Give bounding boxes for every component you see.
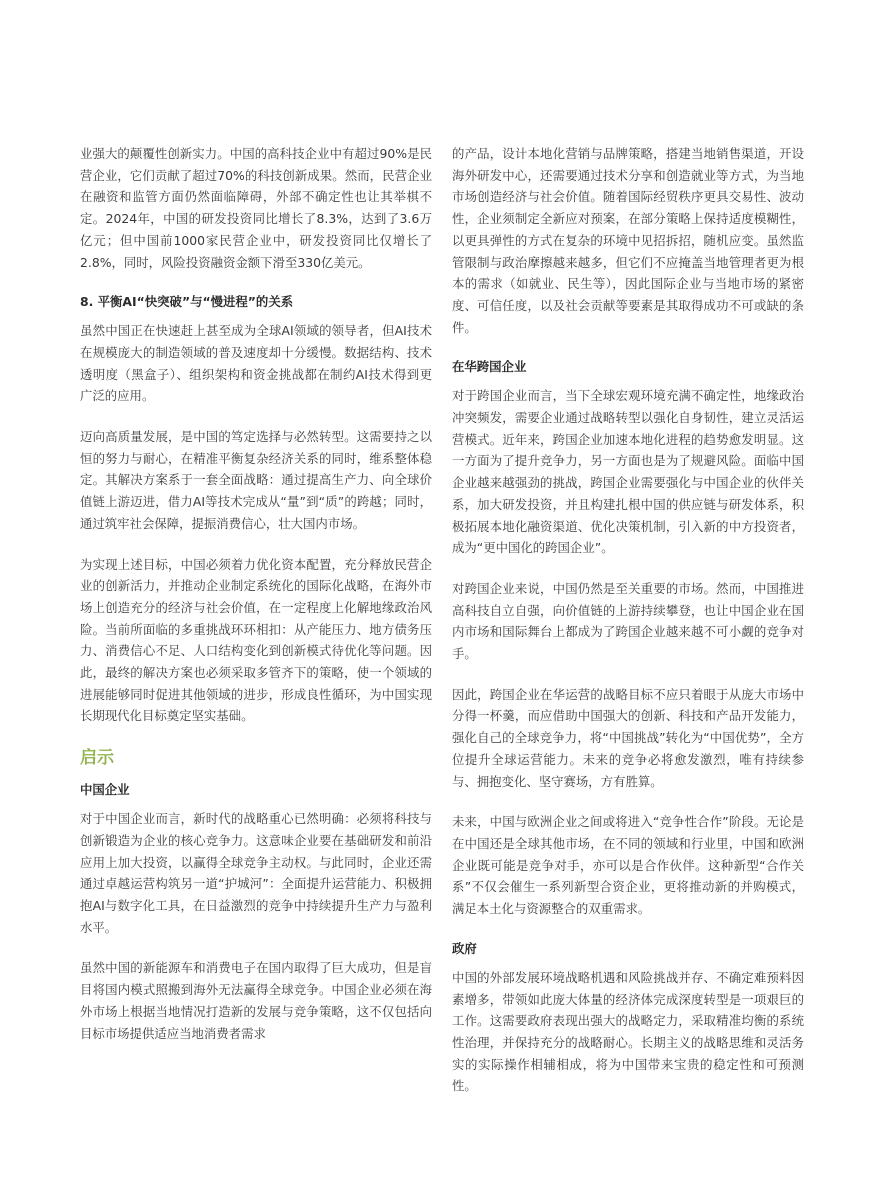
paragraph-government-strategy: 中国的外部发展环境战略机遇和风险挑战并存、不确定难预料因素增多，带领如此庞大体量的经济体完成深度转型是一项艰巨的工作。这需要政府表现出强大的战略定力，采取精准均衡的系统性治理，并保持充分的战略耐心。长期主义的战略思维和灵活务实的实际操作相辅相成，将为中国带来宝贵的稳定性和可预测性。	[452, 969, 804, 1094]
heading-government: 政府	[452, 940, 477, 956]
paragraph-capital-allocation: 为实现上述目标，中国必须着力优化资本配置，充分释放民营企业的创新活力，并推动企业制定系统化的国际化战略，在海外市场上创造充分的经济与社会价值，在一定程度上化解地缘政治风险。当前所面临的多重挑战环环相扣：从产能压力、地方债务压力、消费信心不足、人口结构变化到创新模式待优化等问题。因此，最终的解决方案也必须采取多管齐下的策略，使一个领域的进展能够同时促进其他领域的进步，形成良性循环，为中国实现长期现代化目标奠定坚实基础。	[80, 556, 432, 724]
paragraph-rd-investment: 业强大的颠覆性创新实力。中国的高科技企业中有超过90%是民营企业，它们贡献了超过70%的科技创新成果。然而，民营企业在融资和监管方面仍然面临障碍，外部不确定性也让其举棋不定。2024年，中国的研发投资同比增长了8.3%，达到了3.6万亿元；但中国前1000家民营企业中，研发投资同比仅增长了2.8%，同时，风险投资融资金额下滑至330亿美元。	[80, 146, 432, 270]
heading-mnc-in-china: 在华跨国企业	[452, 359, 527, 375]
heading-ai-balance: 8. 平衡AI“快突破”与“慢进程”的关系	[80, 294, 294, 310]
paragraph-china-market: 对跨国企业来说，中国仍然是至关重要的市场。然而，中国推进高科技自立自强，向价值链的上游持续攀登，也让中国企业在国内市场和国际舞台上都成为了跨国企业越来越不可小觑的竞争对手。	[452, 580, 804, 662]
paragraph-mnc-resilience: 对于跨国企业而言，当下全球宏观环境充满不确定性，地缘政治冲突频发，需要企业通过战略转型以强化自身韧性，建立灵活运营模式。近年来，跨国企业加速本地化进程的趋势愈发明显。这一方面为了提升竞争力，另一方面也是为了规避风险。面临中国企业越来越强劲的挑战，跨国企业需要强化与中国企业的伙伴关系，加大研发投资，并且构建扎根中国的供应链与研发体系，积极拓展本地化融资渠道、优化决策机制，引入新的中方投资者，成为“更中国化的跨国企业”。	[452, 388, 804, 556]
paragraph-tech-innovation: 对于中国企业而言，新时代的战略重心已然明确：必须将科技与创新锻造为企业的核心竞争力。这意味企业要在基础研发和前沿应用上加大投资，以赢得全球竞争主动权。与此同时，企业还需通过卓越运营构筑另一道“护城河”：全面提升运营能力、积极拥抱AI与数字化工具，在日益激烈的竞争中持续提升生产力与盈利水平。	[80, 811, 432, 935]
heading-chinese-enterprises: 中国企业	[80, 782, 130, 798]
paragraph-mnc-strategy: 因此，跨国企业在华运营的战略目标不应只着眼于从庞大市场中分得一杯羹，而应借助中国强大的创新、科技和产品开发能力，强化自己的全球竞争力，将“中国挑战”转化为“中国优势”，全方位提升全球运营能力。未来的竞争必将愈发激烈，唯有持续参与、拥抱变化、坚守赛场，方有胜算。	[452, 686, 804, 789]
paragraph-overseas-strategy: 虽然中国的新能源车和消费电子在国内取得了巨大成功，但是盲目将国内模式照搬到海外无法赢得全球竞争。中国企业必须在海外市场上根据当地情况打造新的发展与竞争策略，这不仅包括向目标市场提供适应当地消费者需求	[80, 960, 432, 1041]
paragraph-competitive-cooperation: 未来，中国与欧洲企业之间或将进入“竞争性合作”阶段。无论是在中国还是全球其他市场，在不同的领域和行业里，中国和欧洲企业既可能是竞争对手，亦可以是合作伙伴。这种新型“合作关系”不仅会催生一系列新型合资企业，更将推动新的并购模式，满足本土化与资源整合的双重需求。	[452, 814, 804, 917]
left-column	[80, 143, 432, 1063]
paragraph-localization: 的产品，设计本地化营销与品牌策略，搭建当地销售渠道，开设海外研发中心，还需要通过技术分享和创造就业等方式，为当地市场创造经济与社会价值。随着国际经贸秩序更具交易性、波动性，企业须制定全新应对预案，在部分策略上保持适度模糊性，以更具弹性的方式在复杂的环境中见招拆招，随机应变。虽然监管限制与政治摩擦越来越多，但它们不应掩盖当地管理者更为根本的需求（如就业、民生等），因此国际企业与当地市场的紧密度、可信任度，以及社会贡献等要素是其取得成功不可或缺的条件。	[452, 146, 804, 335]
paragraph-high-quality-development: 迈向高质量发展，是中国的笃定选择与必然转型。这需要持之以恒的努力与耐心，在精准平衡复杂经济关系的同时，维系整体稳定。其解决方案系于一套全面战略：通过提高生产力、向全球价值链上游迈进，借力AI等技术完成从“量”到“质”的跨越；同时，通过筑牢社会保障，提振消费信心，壮大国内市场。	[80, 429, 432, 531]
paragraph-ai-adoption: 虽然中国正在快速赶上甚至成为全球AI领域的领导者，但AI技术在规模庞大的制造领域的普及速度却十分缓慢。数据结构、技术透明度（黑盒子）、组织架构和资金挑战都在制约AI技术得到更广泛的应用。	[80, 323, 432, 404]
right-column	[452, 143, 804, 1116]
section-title-implications: 启示	[80, 748, 114, 769]
